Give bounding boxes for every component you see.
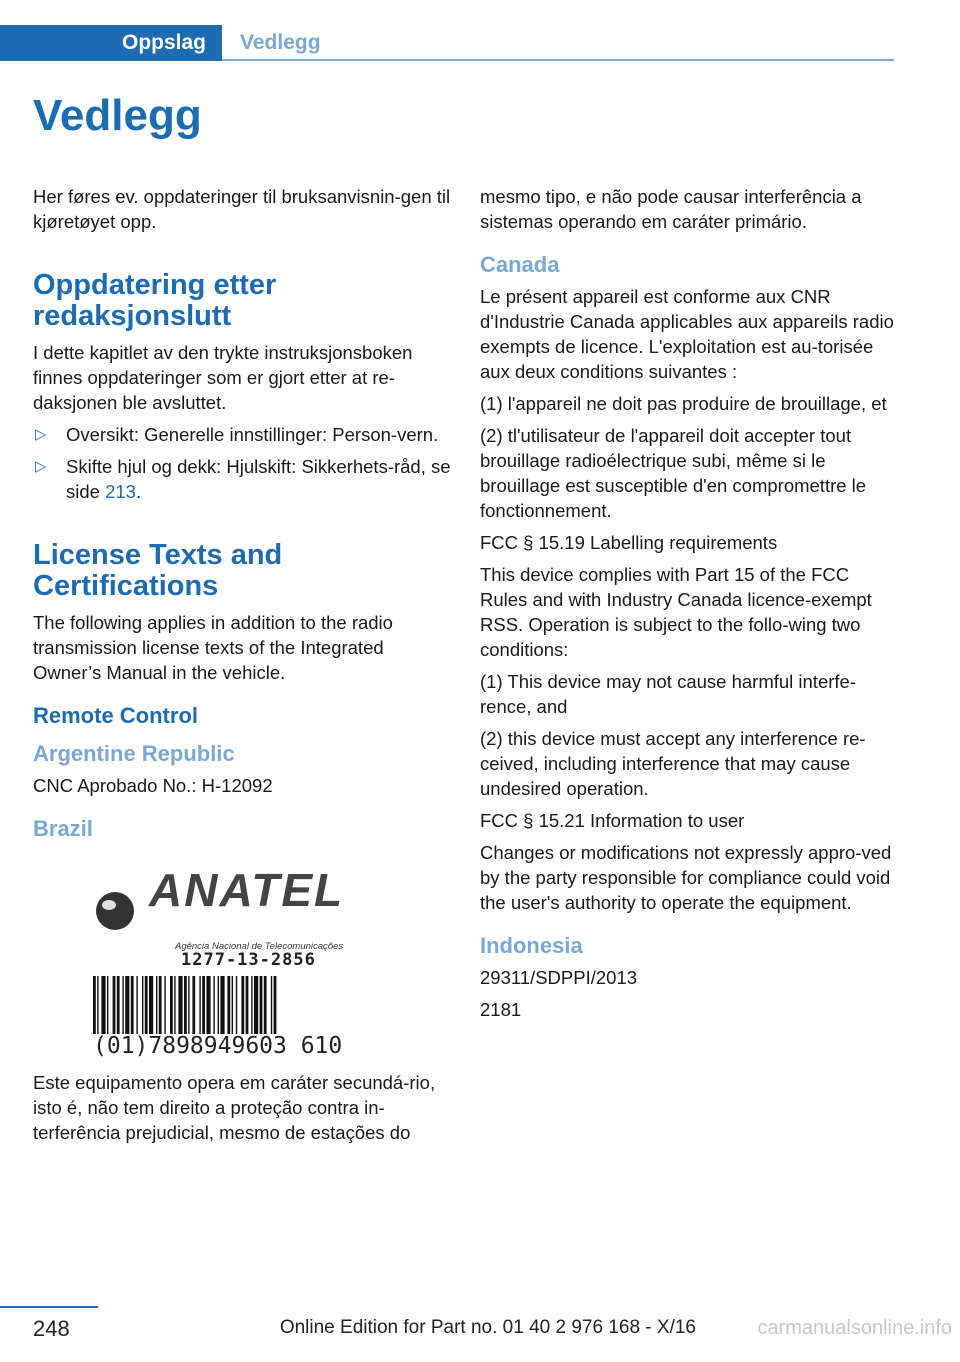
page-title: Vedlegg bbox=[33, 91, 202, 140]
page-number: 248 bbox=[33, 1316, 70, 1341]
tab-oppslag[interactable]: Oppslag bbox=[0, 25, 222, 61]
subheading-remote-control: Remote Control bbox=[33, 703, 198, 728]
edition-footer: Online Edition for Part no. 01 40 2 976 168 - X/16 bbox=[279, 1317, 696, 1338]
section-paragraph: The following applies in addition to the radio transmission license texts of the Integrated Owner’s Manual in the vehicle. bbox=[33, 612, 393, 683]
barcode-icon bbox=[93, 976, 387, 1034]
list-item bbox=[33, 422, 451, 447]
tab-underline bbox=[222, 59, 894, 61]
page-link-213[interactable]: 213 bbox=[105, 481, 136, 502]
list-item-text: Oversikt: Generelle innstillinger: Person-vern. bbox=[66, 424, 439, 445]
anatel-code: 1277-13-2856 bbox=[181, 950, 316, 970]
fcc-paragraph: This device complies with Part 15 of the FCC Rules and with Industry Canada licence-exempt RSS. Operation is subject to the follo-wing two conditions: bbox=[480, 564, 872, 660]
footer-rule bbox=[0, 1306, 98, 1308]
subheading-canada: Canada bbox=[480, 252, 560, 277]
right-column bbox=[480, 184, 900, 1029]
canada-paragraph: Le présent appareil est conforme aux CNR d'Industrie Canada applicables aux appareils radio exempts de licence. L'exploitation est au-torisée aux deux conditions suivantes : bbox=[480, 286, 894, 382]
fcc-paragraph: (1) This device may not cause harmful interfe-rence, and bbox=[480, 671, 856, 717]
triangle-bullet-icon: ▷ bbox=[35, 426, 47, 443]
fcc-1521-heading: FCC § 15.21 Information to user bbox=[480, 810, 745, 831]
anatel-agency-name: Agência Nacional de Telecomunicações bbox=[175, 941, 344, 952]
subheading-argentina: Argentine Republic bbox=[33, 741, 235, 766]
section-paragraph: I dette kapitlet av den trykte instruksjonsboken finnes oppdateringer som er gjort etter at re-daksjonen ble avsluttet. bbox=[33, 342, 413, 413]
subheading-brazil: Brazil bbox=[33, 816, 93, 841]
bullet-list bbox=[33, 422, 451, 504]
top-tab-bar bbox=[0, 25, 894, 61]
watermark: carmanualsonline.info bbox=[757, 1317, 952, 1339]
barcode-number: (01)7898949603 610 bbox=[93, 1033, 343, 1059]
canada-paragraph: (2) tl'utilisateur de l'appareil doit accepter tout brouillage radioélectrique subi, même si le brouillage est susceptible d'en compromettre le fonctionnement. bbox=[480, 425, 867, 521]
list-item bbox=[33, 454, 451, 504]
list-item-text-end: . bbox=[135, 481, 142, 502]
section-heading-license: License Texts and Certifications bbox=[33, 539, 283, 602]
fcc-1519-heading: FCC § 15.19 Labelling requirements bbox=[480, 532, 778, 553]
fcc-paragraph: (2) this device must accept any interference re-ceived, including interference that may cause undesired operation. bbox=[480, 728, 866, 799]
section-heading-oppdatering: Oppdatering etter redaksjonslutt bbox=[33, 269, 277, 332]
triangle-bullet-icon: ▷ bbox=[35, 458, 47, 475]
anatel-certification-label bbox=[91, 864, 391, 1070]
intro-paragraph: Her føres ev. oppdateringer til bruksanvisnin-gen til kjøretøyet opp. bbox=[33, 186, 451, 232]
indonesia-line: 29311/SDPPI/2013 bbox=[480, 967, 638, 988]
subheading-indonesia: Indonesia bbox=[480, 933, 583, 958]
anatel-logo-text: ANATEL bbox=[149, 864, 345, 916]
argentina-text: CNC Aprobado No.: H-12092 bbox=[33, 775, 273, 796]
brazil-paragraph-continued: mesmo tipo, e não pode causar interferência a sistemas operando em caráter primário. bbox=[480, 186, 862, 232]
tab-vedlegg[interactable]: Vedlegg bbox=[240, 31, 321, 54]
canada-paragraph: (1) l'appareil ne doit pas produire de brouillage, et bbox=[480, 393, 887, 414]
left-column bbox=[33, 184, 451, 1152]
list-item-text: Skifte hjul og dekk: Hjulskift: Sikkerhets-råd, se side bbox=[66, 456, 451, 502]
fcc-paragraph: Changes or modifications not expressly appro-ved by the party responsible for compliance could void the user's authority to operate the equipment. bbox=[480, 842, 892, 913]
brazil-paragraph: Este equipamento opera em caráter secundá-rio, isto é, não tem direito a proteção contra in-terferência prejudicial, mesmo de estações do bbox=[33, 1072, 436, 1143]
indonesia-line: 2181 bbox=[480, 999, 522, 1020]
anatel-logo-icon bbox=[95, 891, 135, 931]
